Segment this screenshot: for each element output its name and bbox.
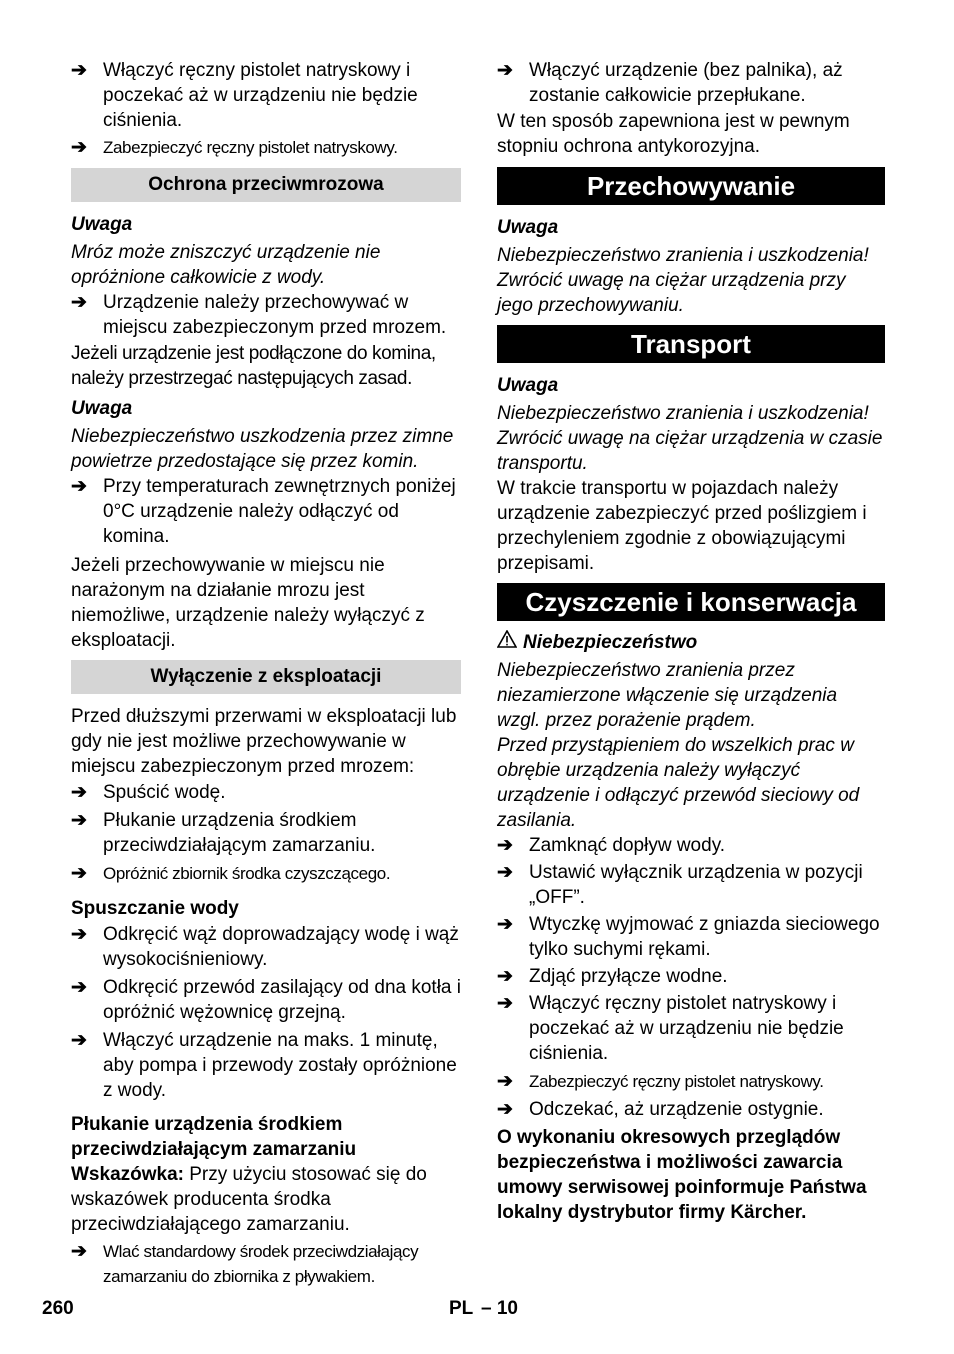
hint-text: Przy użyciu stosować się do wskazówek producenta środka przeciwdziałającego zamarzaniu. (71, 1164, 427, 1235)
service-text: O wykonaniu okresowych przeglądów bezpieczeństwa i możliwości zawarcia umowy serwisowej poinformuje Państwa lokalny dystrybutor firmy Kärcher. (497, 1127, 867, 1223)
page-number: 260 (42, 1298, 74, 1319)
danger-text-1: Niebezpieczeństwo zranienia przez niezamierzone włączenie się urządzenia wzgl. przez porażenie prądem. (497, 660, 838, 731)
arrow-icon: ➔ (71, 60, 87, 81)
warning-triangle-icon (497, 630, 523, 655)
transport-note: Niebezpieczeństwo zranienia i uszkodzenia! Zwrócić uwagę na ciężar urządzenia w czasie transportu. (497, 403, 883, 474)
danger-text-2: Przed przystąpieniem do wszelkich prac w obrębie urządzenia należy wyłączyć urządzenie i odłączyć przewód sieciowy od zasilania. (497, 735, 860, 831)
left-column (71, 58, 461, 1289)
chimney-note: Niebezpieczeństwo uszkodzenia przez zimne powietrze przedostające się przez komin. (71, 426, 454, 472)
transport-text: W trakcie transportu w pojazdach należy urządzenie zabezpieczyć przed poślizgiem i przechyleniem zgodnie z obowiązującymi przepisami. (497, 478, 867, 574)
list-item: ➔ Płukanie urządzenia środkiem przeciwdziałającym zamarzaniu. (71, 810, 376, 856)
list-item: ➔ Odkręcić przewód zasilający od dna kotła i opróżnić wężownicę grzejną. (71, 977, 462, 1023)
list-item: ➔ Odkręcić wąż doprowadzający wodę i wąż wysokociśnieniowy. (71, 924, 459, 970)
sub-page-number: – 10 (481, 1298, 518, 1319)
danger-label-row (497, 630, 885, 655)
arrow-icon: ➔ (497, 835, 513, 856)
note-label: Uwaga (497, 217, 559, 238)
list-item: ➔ Zamknąć dopływ wody. (497, 835, 726, 856)
arrow-icon: ➔ (71, 810, 87, 831)
corrosion-text: W ten sposób zapewniona jest w pewnym stopniu ochrona antykorozyjna. (497, 111, 850, 157)
rinse-heading: Płukanie urządzenia środkiem przeciwdziałającym zamarzaniu (71, 1114, 357, 1160)
list-item: ➔ Wlać standardowy środek przeciwdziałający zamarzaniu do zbiornika z pływakiem. (71, 1239, 461, 1289)
arrow-icon: ➔ (497, 966, 513, 987)
list-item: ➔ Opróżnić zbiornik środka czyszczącego. (71, 863, 391, 884)
shutdown-text: Przed dłuższymi przerwami w eksploatacji lub gdy nie jest możliwe przechowywanie w miejscu zabezpieczonym przed mrozem: (71, 706, 457, 777)
arrow-icon: ➔ (71, 977, 87, 998)
list-item: ➔ Włączyć urządzenie (bez palnika), aż zostanie całkowicie przepłukane. (497, 60, 843, 106)
list-item: ➔ Wtyczkę wyjmować z gniazda sieciowego tylko suchymi rękami. (497, 914, 880, 960)
storage-text: Jeżeli przechowywanie w miejscu nie narażonym na działanie mrozu jest niemożliwe, urządzenie należy wyłączyć z eksploatacji. (71, 555, 425, 651)
arrow-icon: ➔ (71, 863, 87, 884)
note-label: Uwaga (71, 214, 133, 235)
danger-label: Niebezpieczeństwo (523, 632, 698, 653)
list-item: ➔ Zabezpieczyć ręczny pistolet natryskowy. (71, 137, 398, 158)
list-item: ➔ Zabezpieczyć ręczny pistolet natryskowy. (497, 1071, 824, 1092)
hint-label: Wskazówka: (71, 1164, 184, 1185)
section-heading-shutdown: Wyłączenie z eksploatacji (71, 660, 461, 694)
chimney-text: Jeżeli urządzenie jest podłączone do komina, należy przestrzegać następujących zasad. (71, 343, 436, 389)
list-item: ➔ Urządzenie należy przechowywać w miejscu zabezpieczonym przed mrozem. (71, 292, 447, 338)
arrow-icon: ➔ (71, 782, 87, 803)
note-label: Uwaga (71, 398, 133, 419)
arrow-icon: ➔ (71, 476, 87, 497)
section-heading-transport: Transport (497, 325, 885, 363)
list-item: ➔ Ustawić wyłącznik urządzenia w pozycji „OFF”. (497, 862, 863, 908)
list-item: ➔ Spuścić wodę. (71, 782, 226, 803)
arrow-icon: ➔ (497, 993, 513, 1014)
list-item: ➔ Odczekać, aż urządzenie ostygnie. (497, 1099, 824, 1120)
note-label: Uwaga (497, 375, 559, 396)
language-code: PL (449, 1298, 474, 1319)
section-heading-frost: Ochrona przeciwmrozowa (71, 168, 461, 202)
arrow-icon: ➔ (497, 862, 513, 883)
drain-heading: Spuszczanie wody (71, 898, 239, 919)
arrow-icon: ➔ (497, 1099, 513, 1120)
list-item: ➔ Włączyć ręczny pistolet natryskowy i poczekać aż w urządzeniu nie będzie ciśnienia. (497, 993, 844, 1064)
arrow-icon: ➔ (71, 1030, 87, 1051)
list-item: ➔ Zdjąć przyłącze wodne. (497, 966, 728, 987)
arrow-icon: ➔ (71, 137, 87, 158)
frost-note: Mróz może zniszczyć urządzenie nie opróżnione całkowicie z wody. (71, 242, 381, 288)
section-heading-care: Czyszczenie i konserwacja (497, 583, 885, 621)
arrow-icon: ➔ (497, 1071, 513, 1092)
list-item: ➔ Włączyć ręczny pistolet natryskowy i poczekać aż w urządzeniu nie będzie ciśnienia. (71, 60, 418, 131)
list-item: ➔ Przy temperaturach zewnętrznych poniżej 0°C urządzenie należy odłączyć od komina. (71, 476, 456, 547)
arrow-icon: ➔ (71, 1241, 87, 1262)
hint-paragraph (71, 1162, 461, 1237)
arrow-icon: ➔ (497, 914, 513, 935)
arrow-icon: ➔ (497, 60, 513, 81)
section-heading-storage: Przechowywanie (497, 167, 885, 205)
storage-note: Niebezpieczeństwo zranienia i uszkodzenia! Zwrócić uwagę na ciężar urządzenia przy jego przechowywaniu. (497, 245, 869, 316)
arrow-icon: ➔ (71, 924, 87, 945)
right-column (497, 58, 885, 1225)
list-item: ➔ Włączyć urządzenie na maks. 1 minutę, aby pompa i przewody zostały opróżnione z wody. (71, 1030, 457, 1101)
arrow-icon: ➔ (71, 292, 87, 313)
